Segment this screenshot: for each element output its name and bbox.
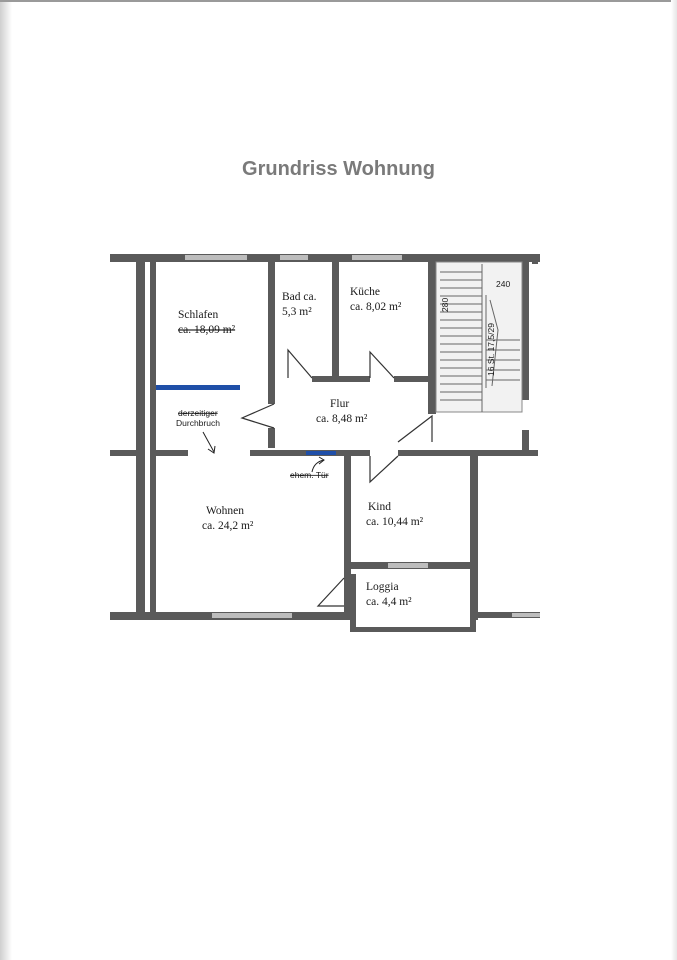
room-name-flur: Flur bbox=[330, 398, 350, 410]
durchbruch-note-bottom: Durchbruch bbox=[176, 418, 220, 428]
room-area-kueche: ca. 8,02 m² bbox=[350, 301, 402, 313]
room-name-loggia: Loggia bbox=[366, 581, 399, 593]
ehem-tuer-note: ehem. Tür bbox=[290, 470, 329, 480]
stair-width-label: 240 bbox=[496, 279, 511, 289]
room-area-loggia: ca. 4,4 m² bbox=[366, 596, 412, 608]
room-area-schlafen: ca. 18,09 m² bbox=[178, 324, 236, 336]
stair-side-right-label: 16 St. 17,5/29 bbox=[486, 323, 496, 376]
page-title: Grundriss Wohnung bbox=[242, 158, 435, 180]
room-name-bad: Bad ca. bbox=[282, 291, 317, 303]
stair-side-left-label: 280 bbox=[440, 297, 450, 312]
room-name-kind: Kind bbox=[368, 501, 391, 513]
room-area-flur: ca. 8,48 m² bbox=[316, 413, 368, 425]
room-area-wohnen: ca. 24,2 m² bbox=[202, 520, 254, 532]
room-name-schlafen: Schlafen bbox=[178, 309, 219, 321]
room-name-wohnen: Wohnen bbox=[206, 505, 245, 517]
room-name-kueche: Küche bbox=[350, 286, 381, 298]
room-area-bad: 5,3 m² bbox=[282, 306, 312, 318]
ehem-tuer-marker bbox=[306, 451, 336, 455]
room-area-kind: ca. 10,44 m² bbox=[366, 516, 424, 528]
durchbruch-marker bbox=[156, 385, 240, 390]
durchbruch-note-top: derzeitiger bbox=[178, 408, 218, 418]
